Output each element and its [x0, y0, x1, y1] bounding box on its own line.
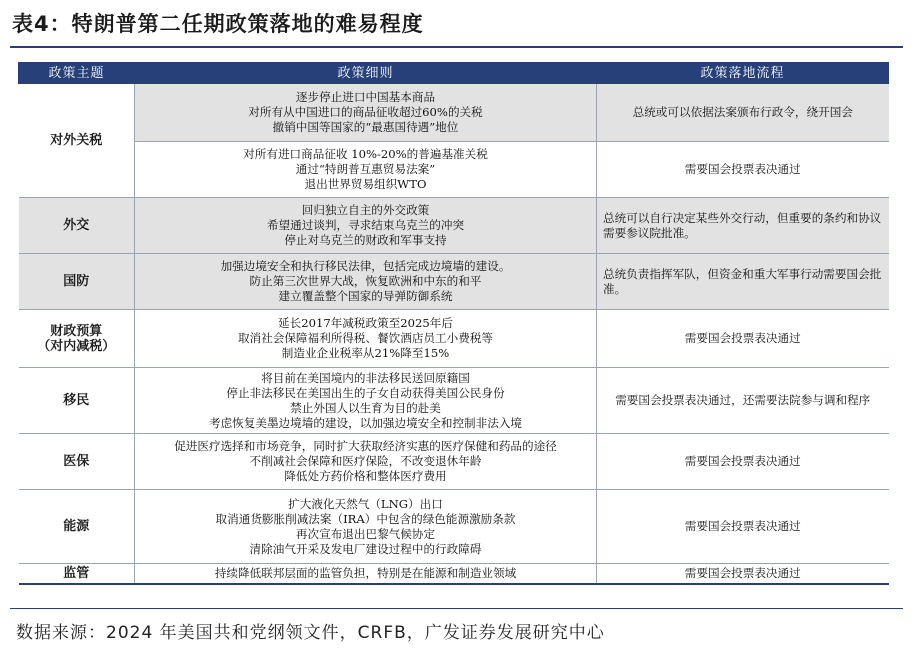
table-row-tariff-a — [19, 84, 889, 142]
detail-line: 退出世界贸易组织WTO — [304, 177, 427, 191]
policy-table — [18, 62, 889, 585]
detail-line: 考虑恢复美墨边境墙的建设，以加强边境安全和控制非法入境 — [208, 415, 523, 430]
detail-line: 制造业企业税率从21%降至15% — [281, 346, 450, 360]
detail-line: 清除油气开采及发电厂建设过程中的行政障碍 — [249, 541, 482, 556]
topic-cell: 外交 — [19, 198, 135, 254]
table-header-row — [19, 63, 889, 84]
detail-line: 再次宣布退出巴黎气候协定 — [295, 526, 436, 541]
detail-line: 取消通货膨胀削减法案（IRA）中包含的绿色能源激励条款 — [215, 511, 516, 526]
detail-line: 取消社会保障福利所得税、餐饮酒店员工小费税等 — [237, 331, 494, 345]
process-cell: 总统可以自行决定某些外交行动，但重要的条约和协议需要参议院批准。 — [597, 198, 889, 254]
topic-cell: 国防 — [19, 254, 135, 310]
detail-line: 停止非法移民在美国出生的子女自动获得美国公民身份 — [226, 385, 505, 400]
detail-cell — [135, 84, 597, 142]
detail-line: 防止第三次世界大战，恢复欧洲和中东的和平 — [249, 274, 482, 288]
process-cell: 需要国会投票表决通过 — [597, 434, 889, 490]
table-title: 表4：特朗普第二任期政策落地的难易程度 — [12, 12, 424, 36]
detail-line: 延长2017年减税政策至2025年后 — [278, 316, 453, 330]
detail-line: 建立覆盖整个国家的导弹防御系统 — [278, 289, 453, 303]
topic-cell: 能源 — [19, 490, 135, 564]
table-row-diplomacy — [19, 198, 889, 254]
topic-cell: 移民 — [19, 368, 135, 434]
header-details: 政策细则 — [135, 63, 597, 84]
process-cell: 需要国会投票表决通过 — [597, 142, 889, 198]
detail-line: 扩大液化天然气（LNG）出口 — [288, 496, 443, 511]
detail-cell — [135, 198, 597, 254]
detail-line: 降低处方药价格和整体医疗费用 — [284, 469, 447, 483]
table-row-immigration — [19, 368, 889, 434]
process-cell: 需要国会投票表决通过 — [597, 564, 889, 584]
detail-line: 将目前在美国境内的非法移民送回原籍国 — [261, 370, 470, 385]
process-cell: 需要国会投票表决通过，还需要法院参与调和程序 — [597, 368, 889, 434]
topic-cell: 监管 — [19, 564, 135, 584]
table-row-regulation — [19, 564, 889, 584]
topic-label: 财政预算 — [50, 323, 103, 339]
detail-line: 对所有从中国进口的商品征收超过60%的关税 — [248, 105, 483, 119]
detail-line: 逐步停止进口中国基本商品 — [295, 90, 436, 104]
detail-line: 不削减社会保障和医疗保险，不改变退休年龄 — [249, 454, 482, 468]
detail-line: 撤销中国等国家的“最惠国待遇”地位 — [272, 120, 459, 134]
detail-line: 对所有进口商品征收 10%-20%的普遍基准关税 — [243, 147, 488, 161]
process-cell: 总统或可以依据法案颁布行政令，绕开国会 — [597, 84, 889, 142]
table-row-healthcare — [19, 434, 889, 490]
detail-cell — [135, 434, 597, 490]
topic-cell: 医保 — [19, 434, 135, 490]
topic-cell: 对外关税 — [19, 84, 135, 198]
footer-divider — [10, 608, 903, 609]
detail-line: 回归独立自主的外交政策 — [301, 203, 430, 217]
table-row-tariff-b — [19, 142, 889, 198]
detail-line: 加强边境安全和执行移民法律，包括完成边境墙的建设。 — [220, 259, 511, 273]
detail-line: 希望通过谈判，寻求结束乌克兰的冲突 — [266, 218, 465, 232]
title-divider — [10, 46, 903, 48]
table-row-budget — [19, 310, 889, 368]
detail-cell — [135, 368, 597, 434]
table-row-energy — [19, 490, 889, 564]
source-note: 数据来源：2024 年美国共和党纲领文件，CRFB，广发证券发展研究中心 — [16, 623, 605, 643]
detail-line: 停止对乌克兰的财政和军事支持 — [284, 233, 447, 247]
process-cell: 需要国会投票表决通过 — [597, 310, 889, 368]
table-row-defense — [19, 254, 889, 310]
detail-line: 持续降低联邦层面的监管负担，特别是在能源和制造业领域 — [214, 565, 517, 580]
topic-sublabel: （对内减税） — [37, 338, 116, 354]
topic-cell — [19, 310, 135, 368]
process-cell: 总统负责指挥军队，但资金和重大军事行动需要国会批准。 — [597, 254, 889, 310]
process-cell: 需要国会投票表决通过 — [597, 490, 889, 564]
detail-line: 促进医疗选择和市场竞争，同时扩大获取经济实惠的医疗保健和药品的途径 — [174, 439, 557, 453]
detail-line: 禁止外国人以生育为目的赴美 — [290, 400, 441, 415]
detail-cell — [135, 490, 597, 564]
header-process: 政策落地流程 — [597, 63, 889, 84]
header-topic: 政策主题 — [19, 63, 135, 84]
detail-cell — [135, 564, 597, 584]
detail-cell — [135, 142, 597, 198]
detail-cell — [135, 254, 597, 310]
detail-line: 通过“特朗普互惠贸易法案” — [295, 162, 436, 176]
detail-cell — [135, 310, 597, 368]
